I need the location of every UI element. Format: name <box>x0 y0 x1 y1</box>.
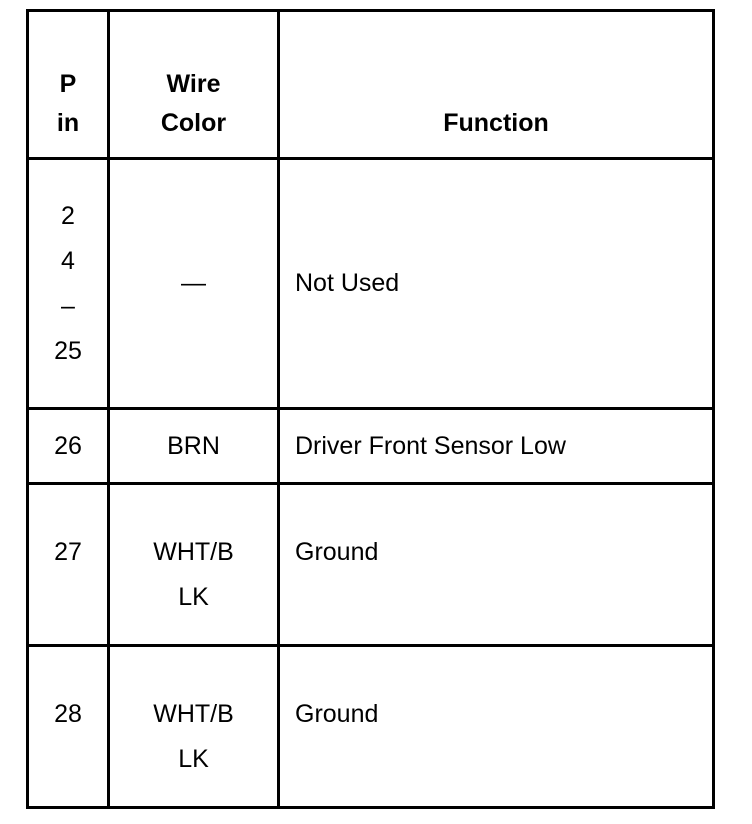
function-value: Driver Front Sensor Low <box>295 431 566 460</box>
pin-line: 4 <box>61 246 75 275</box>
function-cell <box>279 159 714 409</box>
wire-color-value: BRN <box>167 431 220 460</box>
header-wire-line1: Wire <box>166 70 221 98</box>
function-value: Not Used <box>295 269 400 297</box>
function-cell <box>279 484 714 646</box>
wire-color-cell <box>109 484 279 646</box>
wire-color-line: WHT/B <box>153 700 234 728</box>
function-cell <box>279 409 714 484</box>
pin-line: – <box>61 291 75 320</box>
header-pin-line2: in <box>56 109 80 137</box>
table-row <box>28 646 714 808</box>
header-pin <box>28 11 109 159</box>
wire-color-value: — <box>181 269 206 297</box>
pin-cell <box>28 159 109 409</box>
wire-color-cell <box>109 409 279 484</box>
pin-line: 2 <box>61 201 75 230</box>
function-value: Ground <box>295 700 379 728</box>
pinout-table <box>26 9 715 809</box>
header-function-label: Function <box>443 109 549 137</box>
function-cell <box>279 646 714 808</box>
function-value: Ground <box>295 538 379 566</box>
header-wire-line2: Color <box>160 109 227 137</box>
wire-color-line: LK <box>178 745 209 773</box>
header-row <box>28 11 714 159</box>
pin-cell <box>28 646 109 808</box>
pin-cell <box>28 484 109 646</box>
header-function <box>279 11 714 159</box>
pin-cell <box>28 409 109 484</box>
table-row <box>28 409 714 484</box>
header-wire-color <box>109 11 279 159</box>
table-row <box>28 159 714 409</box>
pin-value: 26 <box>54 431 82 460</box>
pin-value: 28 <box>54 700 82 728</box>
header-pin-line1: P <box>59 70 77 98</box>
pin-line: 25 <box>54 336 82 365</box>
wire-color-cell <box>109 646 279 808</box>
pin-value: 27 <box>54 538 82 566</box>
wire-color-cell <box>109 159 279 409</box>
table-row <box>28 484 714 646</box>
wire-color-line: WHT/B <box>153 538 234 566</box>
wire-color-line: LK <box>178 583 209 611</box>
